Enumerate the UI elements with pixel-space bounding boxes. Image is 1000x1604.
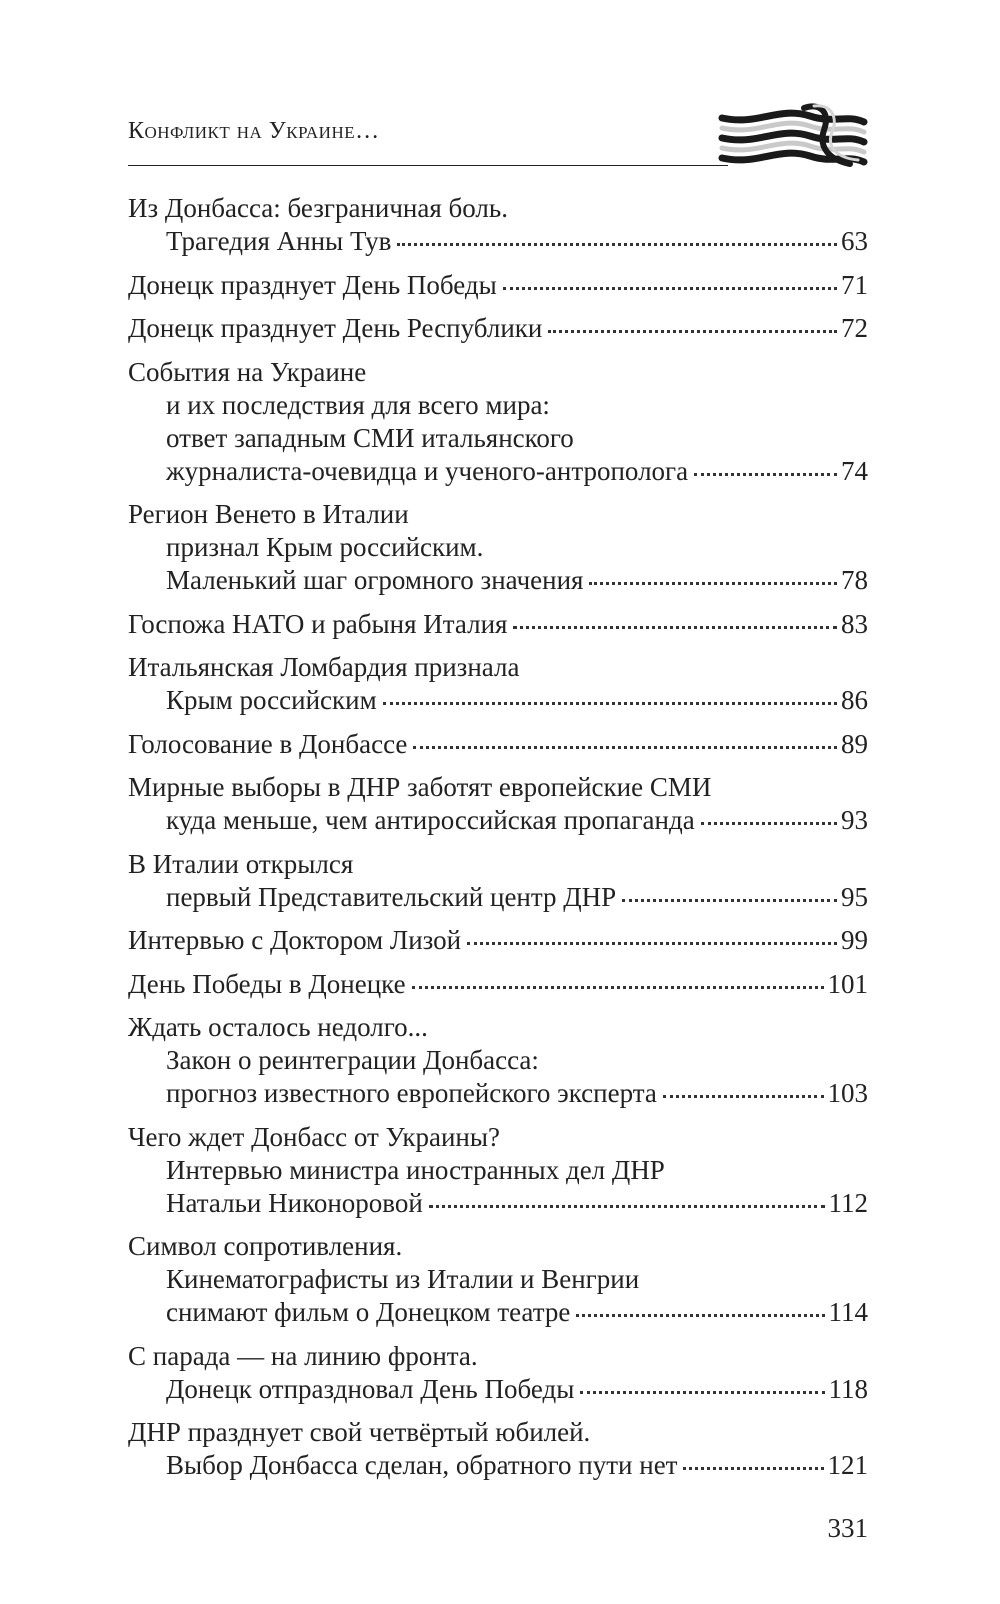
toc-entry-title: снимают фильм о Донецком театре bbox=[166, 1297, 571, 1327]
toc-entry bbox=[128, 192, 868, 258]
running-header-title: Конфликт на Украине… bbox=[128, 118, 380, 144]
page-number: 331 bbox=[827, 1513, 868, 1543]
toc-entry-page: 78 bbox=[841, 565, 868, 595]
toc-entry-line bbox=[128, 498, 868, 531]
toc-entry bbox=[128, 356, 868, 488]
toc-entry-title: Ждать осталось недолго... bbox=[128, 1012, 428, 1042]
toc-entry-line bbox=[128, 192, 868, 225]
toc-entry-title: Маленький шаг огромного значения bbox=[166, 565, 584, 595]
dot-leader bbox=[413, 746, 837, 749]
toc-entry-line bbox=[128, 881, 868, 914]
toc-entry-page: 95 bbox=[841, 881, 868, 912]
toc-entry-title: Чего ждет Донбасс от Украины? bbox=[128, 1121, 500, 1152]
toc-entry-line bbox=[128, 1373, 868, 1406]
toc-entry-line bbox=[128, 1230, 868, 1263]
toc-entry-title: Голосование в Донбассе bbox=[128, 728, 408, 759]
toc-entry-page: 93 bbox=[841, 805, 868, 835]
dot-leader bbox=[701, 822, 837, 825]
toc-entry-line bbox=[128, 684, 868, 717]
toc-entry bbox=[128, 728, 868, 761]
toc-entry-line bbox=[128, 225, 868, 258]
toc-entry-page: 86 bbox=[841, 685, 868, 715]
toc-entry-title: ответ западным СМИ итальянского bbox=[166, 422, 574, 453]
toc-entry-line bbox=[128, 1121, 868, 1154]
toc-entry-line bbox=[128, 924, 868, 957]
toc-entry-title: Выбор Донбасса сделан, обратного пути нет bbox=[166, 1450, 678, 1480]
toc-entry-title: Интервью с Доктором Лизой bbox=[128, 925, 462, 955]
toc-entry-line bbox=[128, 455, 868, 488]
toc-entry-line bbox=[128, 422, 868, 455]
toc-entry-title: и их последствия для всего мира: bbox=[166, 389, 550, 420]
toc-entry bbox=[128, 1416, 868, 1482]
dot-leader bbox=[694, 473, 837, 476]
toc-entry-page: 72 bbox=[841, 313, 868, 343]
toc-entry-line bbox=[128, 848, 868, 881]
toc-entry-page: 74 bbox=[841, 455, 868, 486]
toc-entry-title: Регион Венето в Италии bbox=[128, 499, 409, 529]
toc-entry-line bbox=[128, 1187, 868, 1220]
dot-leader bbox=[383, 702, 837, 705]
toc-entry-line bbox=[128, 1263, 868, 1296]
toc-entry-line bbox=[128, 728, 868, 761]
toc-entry-title: куда меньше, чем антироссийская пропаганда bbox=[166, 805, 695, 835]
toc-entry-line bbox=[128, 804, 868, 837]
dot-leader bbox=[576, 1314, 824, 1317]
running-header bbox=[128, 100, 868, 175]
toc-entry-title: журналиста-очевидца и ученого-антрополога bbox=[166, 455, 689, 486]
toc-entry-title: Госпожа НАТО и рабыня Италия bbox=[128, 608, 508, 639]
toc-entry-title: В Италии открылся bbox=[128, 848, 354, 879]
toc-entry-title: признал Крым российским. bbox=[166, 532, 484, 562]
toc-entry-line bbox=[128, 312, 868, 345]
toc-entry-page: 103 bbox=[827, 1078, 868, 1108]
toc-entry-page: 99 bbox=[841, 925, 868, 955]
toc-entry bbox=[128, 651, 868, 717]
toc-entry-line bbox=[128, 1449, 868, 1482]
toc-entry-line bbox=[128, 608, 868, 641]
toc-entry-line bbox=[128, 1044, 868, 1077]
toc-entry-page: 121 bbox=[827, 1450, 868, 1480]
toc-entry-title: Символ сопротивления. bbox=[128, 1231, 403, 1261]
toc-entry bbox=[128, 1121, 868, 1220]
toc-entry bbox=[128, 924, 868, 957]
toc-entry-title: первый Представительский центр ДНР bbox=[166, 881, 617, 912]
toc-entry-title: Мирные выборы в ДНР заботят европейские СМИ bbox=[128, 772, 712, 802]
dot-leader bbox=[683, 1467, 823, 1470]
toc-entry-line bbox=[128, 1011, 868, 1044]
toc-entry-line bbox=[128, 356, 868, 389]
toc-entry-line bbox=[128, 1416, 868, 1449]
toc-entry bbox=[128, 608, 868, 641]
toc-entry-line bbox=[128, 1296, 868, 1329]
dot-leader bbox=[580, 1391, 824, 1394]
toc-entry-page: 63 bbox=[841, 226, 868, 256]
toc-entry-title: Донецк празднует День Победы bbox=[128, 269, 497, 300]
toc-entry-title: Донецк отпраздновал День Победы bbox=[166, 1373, 575, 1404]
toc-entry bbox=[128, 1230, 868, 1329]
dot-leader bbox=[589, 582, 837, 585]
dot-leader bbox=[397, 243, 837, 246]
toc-entry-title: События на Украине bbox=[128, 356, 367, 387]
toc-entry-title: Кинематографисты из Италии и Венгрии bbox=[166, 1264, 640, 1294]
toc-entry-line bbox=[128, 389, 868, 422]
dot-leader bbox=[412, 986, 824, 989]
dot-leader bbox=[467, 942, 837, 945]
toc-entry-title: Трагедия Анны Тув bbox=[166, 226, 392, 256]
header-rule bbox=[128, 165, 728, 166]
toc-entry-title: День Победы в Донецке bbox=[128, 968, 406, 999]
dot-leader bbox=[503, 287, 837, 290]
toc-entry-line bbox=[128, 531, 868, 564]
toc-entry bbox=[128, 498, 868, 597]
toc-entry-line bbox=[128, 269, 868, 302]
toc-entry-page: 89 bbox=[841, 728, 868, 759]
st-george-ribbon-icon bbox=[718, 100, 868, 172]
toc-entry bbox=[128, 968, 868, 1001]
toc-entry-page: 71 bbox=[841, 269, 868, 300]
toc-entry-line bbox=[128, 771, 868, 804]
toc-entry-line bbox=[128, 968, 868, 1001]
toc-entry-line bbox=[128, 564, 868, 597]
toc-entry-page: 118 bbox=[828, 1373, 868, 1404]
dot-leader bbox=[429, 1205, 825, 1208]
toc-entry-line bbox=[128, 1154, 868, 1187]
toc-entry-title: Натальи Никоноровой bbox=[166, 1187, 423, 1218]
toc-entry bbox=[128, 848, 868, 914]
toc-entry-title: Донецк празднует День Республики bbox=[128, 313, 543, 343]
toc-entry bbox=[128, 771, 868, 837]
toc-entry-title: С парада — на линию фронта. bbox=[128, 1340, 478, 1371]
toc-entry-line bbox=[128, 1340, 868, 1373]
toc-entry-title: Из Донбасса: безграничная боль. bbox=[128, 193, 508, 223]
toc-entry-line bbox=[128, 651, 868, 684]
toc-entry-page: 83 bbox=[841, 608, 868, 639]
toc-entry bbox=[128, 312, 868, 345]
toc-entry-page: 112 bbox=[828, 1187, 868, 1218]
toc-entry bbox=[128, 1011, 868, 1110]
dot-leader bbox=[513, 626, 837, 629]
toc-entry-title: Закон о реинтеграции Донбасса: bbox=[166, 1045, 539, 1075]
toc-entry-title: прогноз известного европейского эксперта bbox=[166, 1078, 657, 1108]
toc-entry-title: ДНР празднует свой четвёртый юбилей. bbox=[128, 1417, 591, 1447]
dot-leader bbox=[663, 1095, 824, 1098]
table-of-contents bbox=[128, 192, 868, 1493]
toc-entry-page: 101 bbox=[827, 968, 868, 999]
dot-leader bbox=[622, 899, 837, 902]
toc-entry-line bbox=[128, 1077, 868, 1110]
toc-entry-page: 114 bbox=[828, 1297, 868, 1327]
toc-entry-title: Итальянская Ломбардия признала bbox=[128, 652, 520, 682]
dot-leader bbox=[548, 330, 837, 333]
toc-entry-title: Крым российским bbox=[166, 685, 377, 715]
toc-entry bbox=[128, 1340, 868, 1406]
toc-entry bbox=[128, 269, 868, 302]
toc-entry-title: Интервью министра иностранных дел ДНР bbox=[166, 1154, 665, 1185]
